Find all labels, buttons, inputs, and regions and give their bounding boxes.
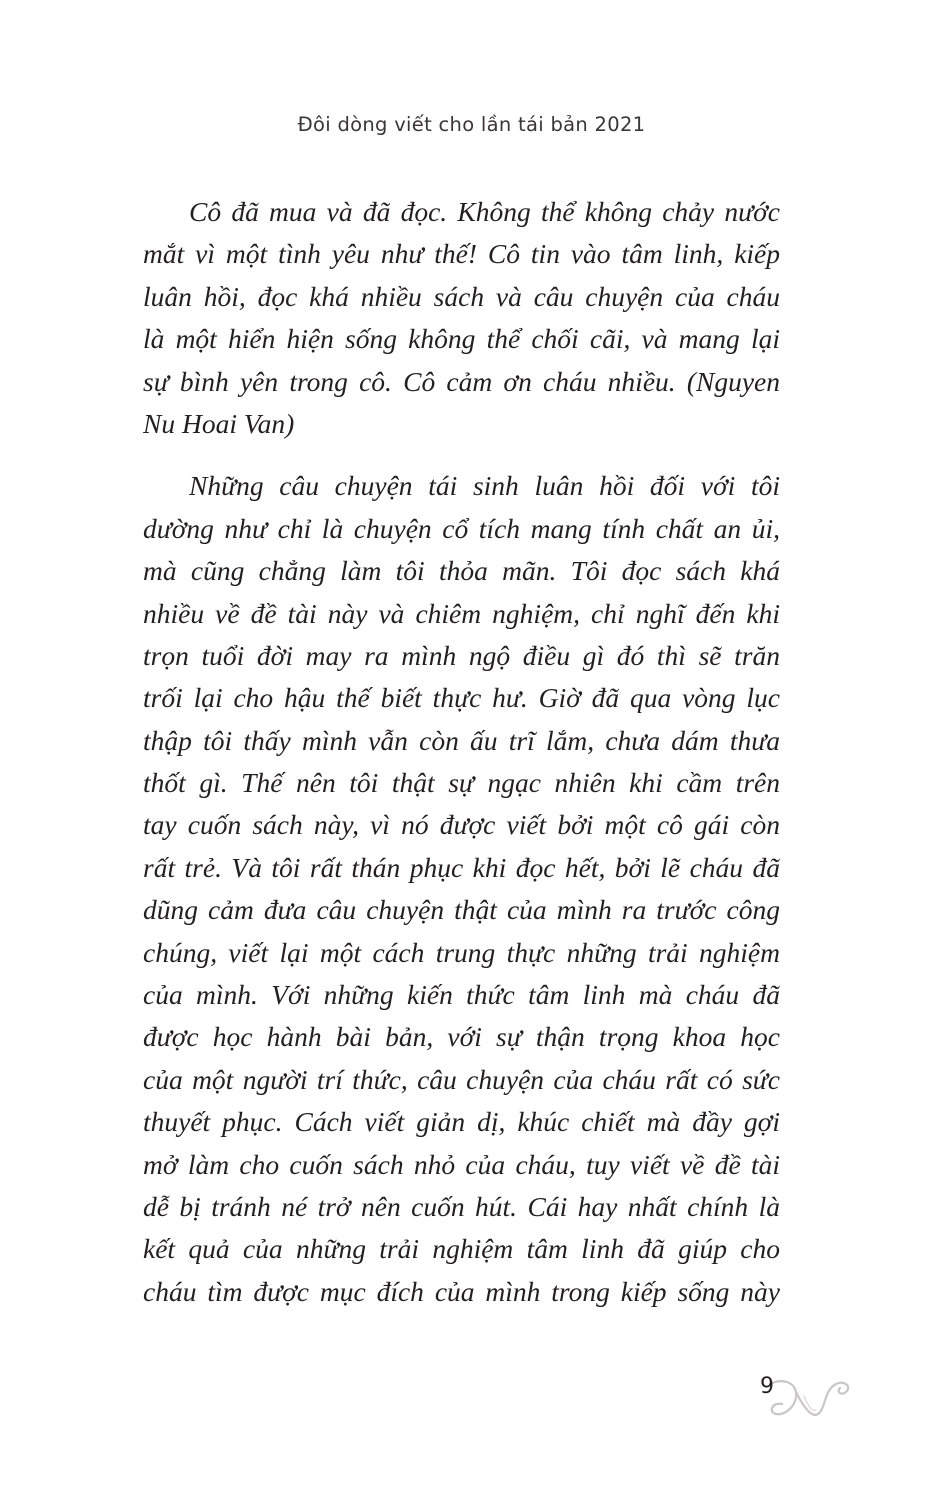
- text-line: mở làm cho cuốn sách nhỏ của cháu, tuy viết về đề tài: [143, 1148, 780, 1180]
- text-line: nhiều về đề tài này và chiêm nghiệm, chỉ nghĩ đến khi: [143, 597, 780, 629]
- text-line: của một người trí thức, câu chuyện của cháu rất có sức: [143, 1063, 780, 1095]
- page-number: 9: [760, 1374, 774, 1399]
- text-line: thuyết phục. Cách viết giản dị, khúc chiết mà đầy gợi: [143, 1106, 780, 1138]
- text-line: Những câu chuyện tái sinh luân hồi đối với tôi: [189, 470, 780, 502]
- text-line: thập tôi thấy mình vẫn còn ấu trĩ lắm, chưa dám thưa: [143, 724, 780, 756]
- text-line: rất trẻ. Và tôi rất thán phục khi đọc hết, bởi lẽ cháu đã: [143, 851, 780, 883]
- text-line: là một hiển hiện sống không thể chối cãi, và mang lại: [143, 323, 780, 355]
- text-line: thốt gì. Thế nên tôi thật sự ngạc nhiên khi cầm trên: [143, 767, 780, 799]
- text-line: sự bình yên trong cô. Cô cảm ơn cháu nhiều. (Nguyen: [143, 365, 780, 397]
- text-line: luân hồi, đọc khá nhiều sách và câu chuyện của cháu: [143, 280, 780, 312]
- text-line: chúng, viết lại một cách trung thực những trải nghiệm: [143, 936, 780, 968]
- text-line: dễ bị tránh né trở nên cuốn hút. Cái hay nhất chính là: [143, 1190, 780, 1222]
- running-header: Đôi dòng viết cho lần tái bản 2021: [297, 113, 646, 136]
- text-line: của mình. Với những kiến thức tâm linh mà cháu đã: [143, 979, 780, 1011]
- paragraph-2: [143, 465, 780, 1313]
- text-line: mà cũng chẳng làm tôi thỏa mãn. Tôi đọc sách khá: [143, 555, 780, 587]
- text-line: được học hành bài bản, với sự thận trọng khoa học: [143, 1021, 780, 1053]
- paragraph-gap: [143, 445, 780, 465]
- text-line: cháu tìm được mục đích của mình trong kiếp sống này: [143, 1275, 780, 1307]
- text-line: Nu Hoai Van): [143, 407, 295, 439]
- text-line: trối lại cho hậu thế biết thực hư. Giờ đã qua vòng lục: [143, 682, 780, 714]
- text-line: tay cuốn sách này, vì nó được viết bởi một cô gái còn: [143, 809, 780, 841]
- text-line: trọn tuổi đời may ra mình ngộ điều gì đó thì sẽ trăn: [143, 639, 780, 671]
- text-line: dường như chỉ là chuyện cổ tích mang tính chất an ủi,: [143, 512, 780, 544]
- text-line: dũng cảm đưa câu chuyện thật của mình ra trước công: [143, 894, 780, 926]
- text-line: kết quả của những trải nghiệm tâm linh đã giúp cho: [143, 1233, 780, 1265]
- text-line: mắt vì một tình yêu như thế! Cô tin vào tâm linh, kiếp: [143, 238, 780, 270]
- text-line: Cô đã mua và đã đọc. Không thể không chảy nước: [189, 196, 780, 227]
- paragraph-1: [143, 191, 780, 445]
- body-text: [143, 191, 780, 1313]
